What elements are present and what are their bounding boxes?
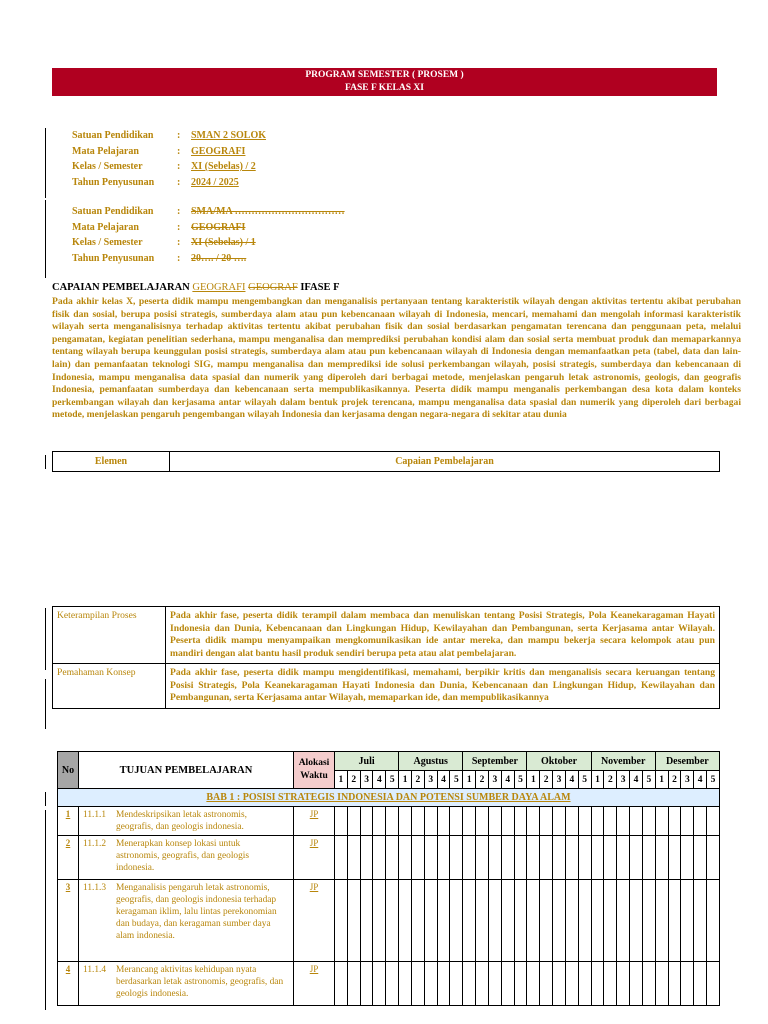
info-row: Satuan Pendidikan : SMAN 2 SOLOK — [72, 130, 267, 141]
week-cell[interactable] — [694, 807, 707, 836]
week-cell[interactable] — [604, 962, 617, 1006]
week-header: 5 — [386, 771, 399, 789]
week-cell[interactable] — [578, 880, 591, 962]
change-bar — [45, 679, 46, 729]
month-header: Juli — [335, 752, 399, 771]
week-cell[interactable] — [347, 836, 360, 880]
week-cell[interactable] — [565, 962, 578, 1006]
tp-number: 2 — [58, 836, 79, 880]
week-cell[interactable] — [373, 962, 386, 1006]
schedule-table — [57, 751, 720, 1006]
bab-row — [58, 789, 720, 807]
col-no-header: No — [58, 752, 79, 789]
tp-description — [79, 836, 294, 880]
tp-description — [79, 880, 294, 962]
week-cell[interactable] — [501, 962, 514, 1006]
capaian-paragraph: Pada akhir kelas X, peserta didik mampu mengembangkan dan menganalisis pertanyaan tentang karakteristik wilayah dengan aktivitas tertentu akibat perubahan fisik dan sosial, berupa posisi strategis, sumberdaya alam atau pun kebencanaan wilayah di Indonesia, mencari, memahami dan mengolah informasi karakteristik wilayah serta menganalisisnya terhadap aktivitas tertentu akibat perubahan fisik dan sosial berdasarkan pengamatan terencana dan penggunaan peta, melalui pengamatan, kegiatan penelitian sederhana, mampu menganalisa dan memprediksi perubahan kondisi alam dan sosial serta membuat produk dan memaparkannya tentang wilayah berupa keunggulan posisi strategis, sumberdaya alam atau pun kebencanaan wilayah di Indonesia dengan memanfaatkan peta (tabel, data dan lain-lain) dan pemanfaatan teknologi SIG, mampu menganalisa dan memprediksi ide solusi perkembangan wilayah, posisi strategis, sumberdaya dan kebencanaan di Indonesia, mampu menganalisa data spasial dan numerik yang diperoleh dari berbagai metode, menjelaskan pengaruh letak astronomis, geologis, dan geografis Indonesia, pemanfaatan sumberdaya dan kebencanaan serta mempublikasikannya. Peserta didik mampu menganalis perkembangan desa kota dalam konteks perkembangan wilayah dan kerjasama antar wilayah dalam bentuk projek terencana, mampu menganalisa data spasial dan numerik yang diperoleh dari berbagai metode, menjelaskan pengaruh pengembangan wilayah Indonesia dan kerjasama dengan negara-negara di sekitar atau dunia — [52, 296, 741, 421]
week-cell[interactable] — [591, 962, 604, 1006]
week-cell[interactable] — [488, 836, 501, 880]
tp-code: 11.1.4 — [83, 965, 107, 975]
week-cell[interactable] — [630, 880, 643, 962]
week-cell[interactable] — [604, 880, 617, 962]
change-bar — [45, 810, 46, 1010]
week-cell[interactable] — [450, 962, 463, 1006]
info-row: Tahun Penyusunan : 2024 / 2025 — [72, 176, 239, 188]
week-cell[interactable] — [335, 807, 348, 836]
identity-block — [72, 128, 266, 190]
week-header: 4 — [565, 771, 578, 789]
week-header: 5 — [578, 771, 591, 789]
tp-jp: JP — [294, 807, 335, 836]
week-cell[interactable] — [347, 880, 360, 962]
week-cell[interactable] — [642, 962, 655, 1006]
week-header: 3 — [617, 771, 630, 789]
week-cell[interactable] — [655, 836, 668, 880]
week-cell[interactable] — [450, 880, 463, 962]
week-header: 4 — [373, 771, 386, 789]
col-tp-header: TUJUAN PEMBELAJARAN — [79, 752, 294, 789]
week-cell[interactable] — [488, 962, 501, 1006]
week-cell[interactable] — [514, 880, 527, 962]
element-text: Pada akhir fase, peserta didik terampil dalam membaca dan menuliskan tentang Posisi Strategis, Pola Keanekaragaman Hayati Indonesia dan Dunia, Kebencanaan dan Lingkungan Hidup, Kewilayahan dan Pembangunan, serta Kerjasama antar Wilayah. Peserta didik mampu menyampaikan mengkomunikasikan ide antar mereka, dan mampu bekerja secara kelompok atau pun mandiri dengan alat bantu hasil produk sendiri berupa peta atau alat pembelajaran. — [166, 607, 720, 664]
week-cell[interactable] — [527, 807, 540, 836]
week-cell[interactable] — [655, 807, 668, 836]
week-cell[interactable] — [565, 880, 578, 962]
week-cell[interactable] — [399, 880, 412, 962]
tp-row — [58, 807, 720, 836]
week-cell[interactable] — [707, 836, 720, 880]
week-header: 2 — [476, 771, 489, 789]
month-header: Agustus — [399, 752, 463, 771]
week-cell[interactable] — [553, 962, 566, 1006]
week-cell[interactable] — [463, 880, 476, 962]
week-cell[interactable] — [642, 836, 655, 880]
deleted-identity-block — [72, 204, 345, 266]
week-header: 5 — [450, 771, 463, 789]
element-row — [53, 664, 720, 709]
month-header: Oktober — [527, 752, 591, 771]
week-cell[interactable] — [501, 836, 514, 880]
week-header: 2 — [668, 771, 681, 789]
week-header: 1 — [527, 771, 540, 789]
tp-jp: JP — [294, 836, 335, 880]
week-cell[interactable] — [642, 807, 655, 836]
week-header: 3 — [681, 771, 694, 789]
tp-jp: JP — [294, 962, 335, 1006]
info-row-deleted: Tahun Penyusunan : 20…. / 20 …. — [72, 252, 247, 264]
week-cell[interactable] — [514, 807, 527, 836]
week-cell[interactable] — [335, 962, 348, 1006]
week-cell[interactable] — [411, 836, 424, 880]
week-cell[interactable] — [540, 836, 553, 880]
element-label: Pemahaman Konsep — [53, 664, 166, 709]
week-cell[interactable] — [642, 880, 655, 962]
week-cell[interactable] — [360, 836, 373, 880]
month-header: November — [591, 752, 655, 771]
week-cell[interactable] — [450, 807, 463, 836]
week-header: 3 — [553, 771, 566, 789]
week-cell[interactable] — [399, 962, 412, 1006]
tp-text: Menerapkan konsep lokasi untuk astronomis, geografis, dan geologis indonesia. — [116, 839, 250, 873]
week-cell[interactable] — [476, 880, 489, 962]
element-table — [52, 606, 720, 709]
week-cell[interactable] — [476, 836, 489, 880]
week-header: 4 — [630, 771, 643, 789]
week-cell[interactable] — [681, 880, 694, 962]
tp-description — [79, 962, 294, 1006]
change-bar — [45, 128, 46, 198]
change-bar — [45, 792, 46, 806]
element-text: Pada akhir fase, peserta didik mampu mengidentifikasi, memahami, berpikir kritis dan menganalisis secara keruangan tentang Posisi Strategis, Pola Keanekaragaman Hayati Indonesia dan Dunia, Kebencanaan dan Lingkungan Hidup, Kewilayahan dan Pembangunan, serta Kerjasama antar Wilayah, memaparkan ide, dan mempublikasikannya — [166, 664, 720, 709]
week-header: 5 — [514, 771, 527, 789]
week-cell[interactable] — [399, 836, 412, 880]
week-cell[interactable] — [386, 962, 399, 1006]
week-cell[interactable] — [578, 962, 591, 1006]
week-header: 2 — [540, 771, 553, 789]
week-cell[interactable] — [411, 807, 424, 836]
week-header: 3 — [360, 771, 373, 789]
week-cell[interactable] — [488, 807, 501, 836]
week-cell[interactable] — [411, 880, 424, 962]
tp-code: 11.1.2 — [83, 839, 107, 849]
week-cell[interactable] — [707, 880, 720, 962]
week-cell[interactable] — [681, 962, 694, 1006]
title-line-2: FASE F KELAS XI — [345, 83, 424, 93]
week-header: 5 — [642, 771, 655, 789]
week-cell[interactable] — [694, 836, 707, 880]
week-header: 3 — [488, 771, 501, 789]
week-header: 1 — [463, 771, 476, 789]
week-cell[interactable] — [424, 836, 437, 880]
week-cell[interactable] — [630, 962, 643, 1006]
week-header: 2 — [411, 771, 424, 789]
info-row-deleted: Mata Pelajaran : GEOGRAFI — [72, 221, 246, 233]
week-cell[interactable] — [668, 836, 681, 880]
week-cell[interactable] — [540, 962, 553, 1006]
week-cell[interactable] — [347, 962, 360, 1006]
week-cell[interactable] — [655, 880, 668, 962]
tp-row — [58, 962, 720, 1006]
week-cell[interactable] — [617, 880, 630, 962]
week-cell[interactable] — [630, 836, 643, 880]
tp-number: 4 — [58, 962, 79, 1006]
week-cell[interactable] — [591, 807, 604, 836]
week-cell[interactable] — [501, 880, 514, 962]
change-bar — [45, 455, 46, 469]
week-cell[interactable] — [360, 962, 373, 1006]
month-header: September — [463, 752, 527, 771]
week-cell[interactable] — [604, 807, 617, 836]
week-cell[interactable] — [707, 962, 720, 1006]
week-cell[interactable] — [411, 962, 424, 1006]
week-cell[interactable] — [668, 880, 681, 962]
capaian-heading: CAPAIAN PEMBELAJARAN GEOGRAFI GEOGRAF IFASE F — [52, 282, 340, 293]
week-cell[interactable] — [335, 836, 348, 880]
week-cell[interactable] — [514, 836, 527, 880]
change-bar — [45, 200, 46, 278]
week-cell[interactable] — [681, 836, 694, 880]
week-cell[interactable] — [399, 807, 412, 836]
tp-row — [58, 880, 720, 962]
week-header: 3 — [424, 771, 437, 789]
tp-code: 11.1.1 — [83, 810, 107, 820]
week-cell[interactable] — [347, 807, 360, 836]
week-header: 1 — [591, 771, 604, 789]
title-banner — [52, 68, 717, 96]
week-cell[interactable] — [553, 807, 566, 836]
week-cell[interactable] — [591, 836, 604, 880]
week-header: 5 — [707, 771, 720, 789]
week-cell[interactable] — [681, 807, 694, 836]
week-cell[interactable] — [373, 880, 386, 962]
tp-text: Merancang aktivitas kehidupan nyata berdasarkan letak astronomis, geografis, dan geologis indonesia. — [116, 965, 284, 999]
week-cell[interactable] — [591, 880, 604, 962]
week-cell[interactable] — [694, 962, 707, 1006]
week-header: 2 — [604, 771, 617, 789]
week-cell[interactable] — [424, 962, 437, 1006]
tp-text: Mendeskripsikan letak astronomis, geografis, dan geologis indonesia. — [116, 810, 247, 832]
tp-description — [79, 807, 294, 836]
elemen-header: Elemen — [53, 452, 170, 472]
month-header: Desember — [655, 752, 719, 771]
info-row: Mata Pelajaran : GEOGRAFI — [72, 145, 246, 157]
week-cell[interactable] — [694, 880, 707, 962]
week-cell[interactable] — [424, 880, 437, 962]
week-cell[interactable] — [437, 807, 450, 836]
tp-row — [58, 836, 720, 880]
week-cell[interactable] — [578, 807, 591, 836]
week-cell[interactable] — [540, 807, 553, 836]
week-cell[interactable] — [488, 880, 501, 962]
capaian-header: Capaian Pembelajaran — [170, 452, 720, 472]
week-cell[interactable] — [373, 836, 386, 880]
week-header: 4 — [694, 771, 707, 789]
tp-jp: JP — [294, 880, 335, 962]
tp-number: 3 — [58, 880, 79, 962]
week-cell[interactable] — [553, 880, 566, 962]
week-cell[interactable] — [540, 880, 553, 962]
tp-code: 11.1.3 — [83, 883, 107, 893]
week-cell[interactable] — [668, 807, 681, 836]
tp-text: Menganalisis pengaruh letak astronomis, geografis, dan geologis indonesia terhadap keragaman iklim, lalu lintas perekonomian dan budaya, dan keragaman sumber daya alam indonesia. — [116, 883, 277, 941]
title-line-1: PROGRAM SEMESTER ( PROSEM ) — [305, 70, 464, 80]
tp-number: 1 — [58, 807, 79, 836]
change-bar — [45, 608, 46, 670]
week-cell[interactable] — [617, 807, 630, 836]
week-cell[interactable] — [437, 836, 450, 880]
week-cell[interactable] — [476, 807, 489, 836]
info-row-deleted: Satuan Pendidikan : SMA/MA …………………………… — [72, 206, 345, 217]
info-row-deleted: Kelas / Semester : XI (Sebelas) / 1 — [72, 237, 256, 248]
week-cell[interactable] — [360, 807, 373, 836]
week-cell[interactable] — [463, 836, 476, 880]
week-cell[interactable] — [450, 836, 463, 880]
week-cell[interactable] — [437, 880, 450, 962]
week-cell[interactable] — [386, 880, 399, 962]
week-cell[interactable] — [335, 880, 348, 962]
week-cell[interactable] — [604, 836, 617, 880]
week-cell[interactable] — [617, 836, 630, 880]
info-row: Kelas / Semester : XI (Sebelas) / 2 — [72, 161, 256, 172]
element-label: Keterampilan Proses — [53, 607, 166, 664]
week-header: 1 — [655, 771, 668, 789]
week-cell[interactable] — [463, 807, 476, 836]
week-cell[interactable] — [386, 836, 399, 880]
week-cell[interactable] — [514, 962, 527, 1006]
week-header: 1 — [335, 771, 348, 789]
col-alokasi-header: Alokasi Waktu — [294, 752, 335, 789]
week-cell[interactable] — [655, 962, 668, 1006]
bab-title: BAB 1 : POSISI STRATEGIS INDONESIA DAN POTENSI SUMBER DAYA ALAM — [58, 789, 720, 807]
week-cell[interactable] — [386, 807, 399, 836]
week-cell[interactable] — [424, 807, 437, 836]
week-cell[interactable] — [360, 880, 373, 962]
week-cell[interactable] — [527, 836, 540, 880]
week-cell[interactable] — [630, 807, 643, 836]
week-header: 1 — [399, 771, 412, 789]
week-cell[interactable] — [707, 807, 720, 836]
week-cell[interactable] — [553, 836, 566, 880]
week-cell[interactable] — [501, 807, 514, 836]
week-cell[interactable] — [527, 962, 540, 1006]
week-cell[interactable] — [437, 962, 450, 1006]
week-cell[interactable] — [668, 962, 681, 1006]
week-header: 4 — [501, 771, 514, 789]
week-cell[interactable] — [578, 836, 591, 880]
week-cell[interactable] — [565, 836, 578, 880]
week-header: 2 — [347, 771, 360, 789]
week-cell[interactable] — [373, 807, 386, 836]
week-cell[interactable] — [476, 962, 489, 1006]
elemen-header-table — [52, 451, 720, 472]
week-cell[interactable] — [565, 807, 578, 836]
week-header: 4 — [437, 771, 450, 789]
element-row — [53, 607, 720, 664]
week-cell[interactable] — [463, 962, 476, 1006]
week-cell[interactable] — [617, 962, 630, 1006]
week-cell[interactable] — [527, 880, 540, 962]
